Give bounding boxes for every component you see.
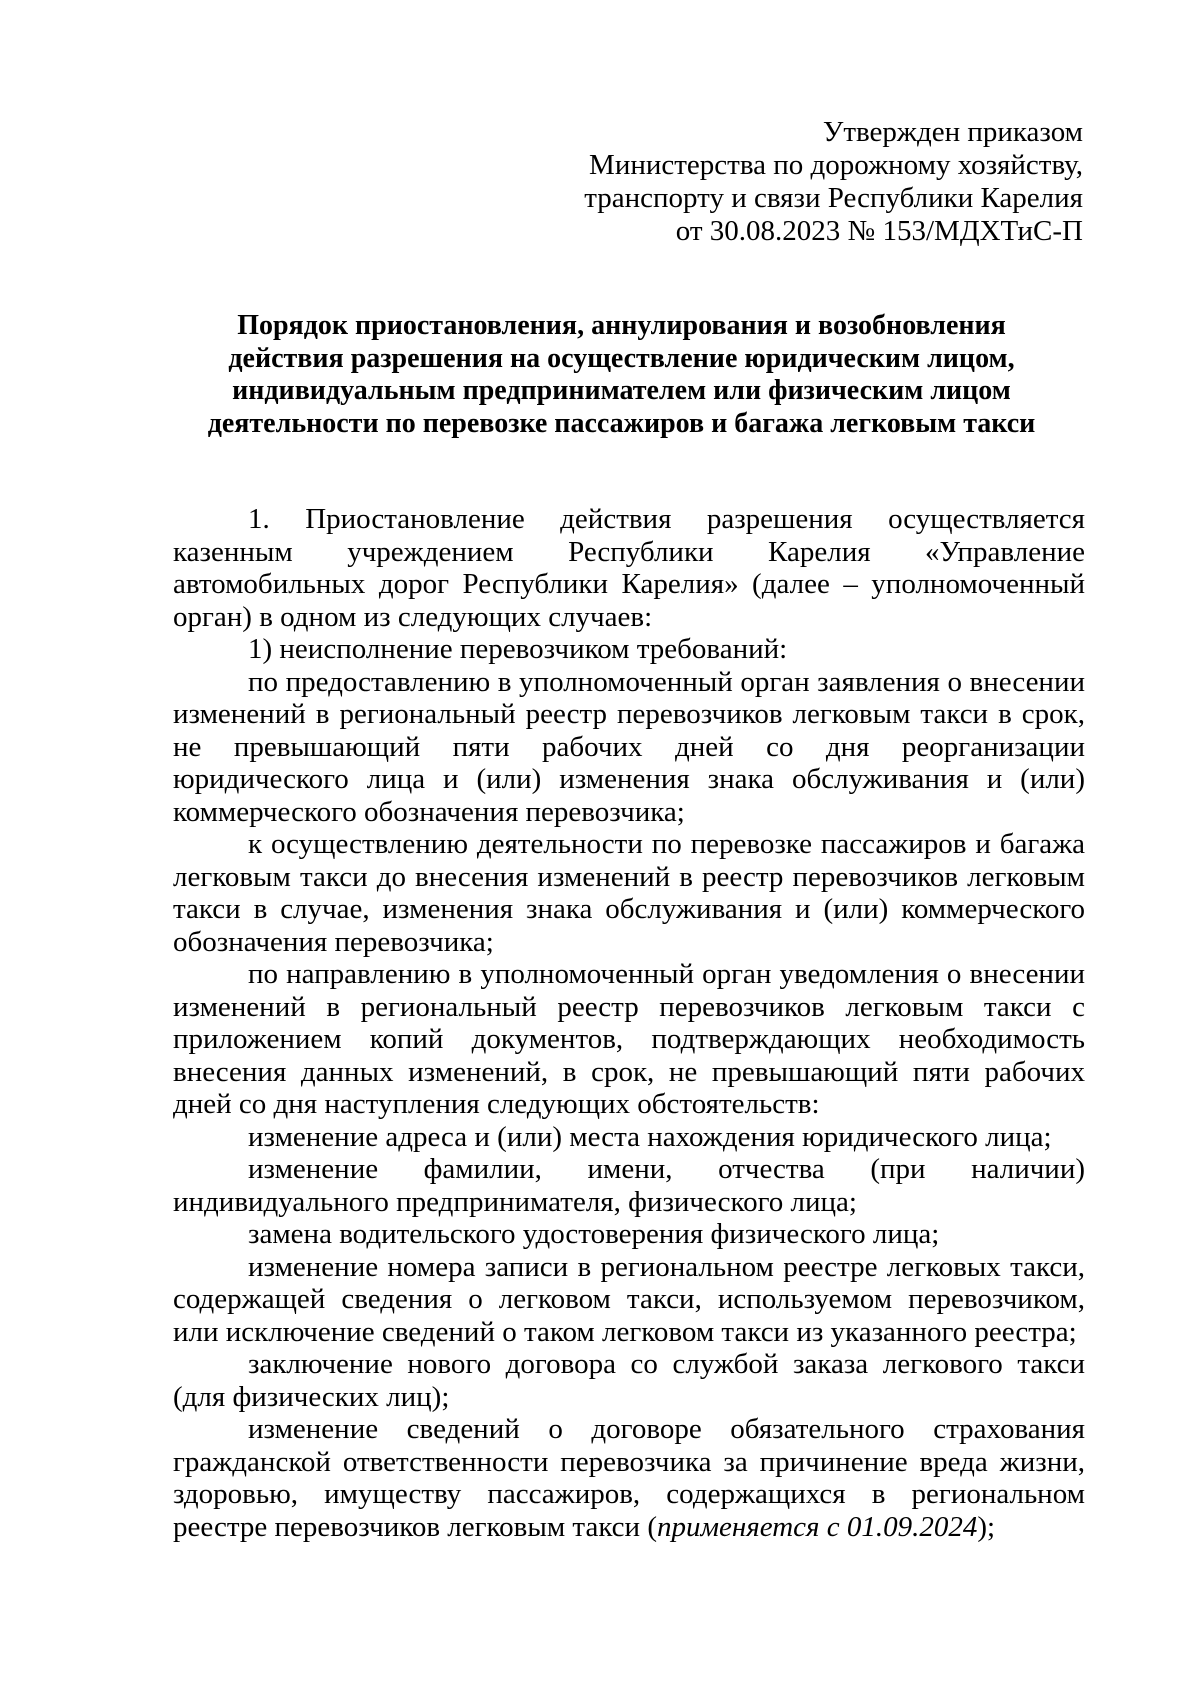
paragraph-text: ); — [977, 1510, 996, 1543]
paragraph: замена водительского удостоверения физического лица; — [248, 1218, 940, 1250]
approval-line: Министерства по дорожному хозяйству, — [589, 149, 1083, 181]
paragraph: к осуществлению деятельности по перевозке пассажиров и багажа легковым такси до внесения изменений в реестр перевозчиков легковым такси в случае, изменения знака обслуживания и (или) коммерческого обозначения перевозчика; — [173, 828, 1085, 958]
paragraph: заключение нового договора со службой заказа легкового такси (для физических лиц); — [173, 1348, 1085, 1413]
paragraph — [173, 1413, 1085, 1543]
effective-date-note: применяется с 01.09.2024 — [656, 1510, 978, 1543]
approval-stamp-block — [584, 116, 1083, 248]
paragraph: по предоставлению в уполномоченный орган заявления о внесении изменений в региональный реестр перевозчиков легковым такси в срок, не превышающий пяти рабочих дней со дня реорганизации юридического лица и (или) изменения знака обслуживания и (или) коммерческого обозначения перевозчика; — [173, 665, 1085, 828]
approval-line: транспорту и связи Республики Карелия — [584, 182, 1083, 214]
paragraph-text: изменение сведений о договоре обязательного страхования гражданской ответственности перевозчика за причинение вреда жизни, здоровью, имуществу пассажиров, содержащихся в региональном реестре перевозчиков легковым такси ( — [173, 1413, 1085, 1543]
paragraph: изменение номера записи в региональном реестре легковых такси, содержащей сведения о легковом такси, используемом перевозчиком, или исключение сведений о таком легковом такси из указанного реестра; — [173, 1250, 1085, 1348]
document-title — [160, 310, 1083, 440]
paragraph: изменение адреса и (или) места нахождения юридического лица; — [248, 1120, 1052, 1153]
title-line: деятельности по перевозке пассажиров и багажа легковым такси — [207, 407, 1036, 439]
paragraph: изменение фамилии, имени, отчества (при наличии) индивидуального предпринимателя, физического лица; — [173, 1153, 1085, 1218]
paragraph: по направлению в уполномоченный орган уведомления о внесении изменений в региональный реестр перевозчиков легковым такси с приложением копий документов, подтверждающих необходимость внесения данных изменений, в срок, не превышающий пяти рабочих дней со дня наступления следующих обстоятельств: — [173, 958, 1085, 1120]
title-line: действия разрешения на осуществление юридическим лицом, — [228, 342, 1015, 374]
paragraph: 1) неисполнение перевозчиком требований: — [248, 633, 788, 665]
title-line: индивидуальным предпринимателем или физическим лицом — [232, 375, 1011, 406]
paragraph: 1. Приостановление действия разрешения осуществляется казенным учреждением Республики Карелия «Управление автомобильных дорог Республики Карелия» (далее – уполномоченный орган) в одном из следующих случаев: — [173, 503, 1085, 633]
document-body — [173, 503, 1085, 1543]
approval-line: Утвержден приказом — [822, 116, 1083, 148]
approval-line: от 30.08.2023 № 153/МДХТиС-П — [675, 215, 1083, 247]
title-line: Порядок приостановления, аннулирования и возобновления — [237, 310, 1006, 341]
